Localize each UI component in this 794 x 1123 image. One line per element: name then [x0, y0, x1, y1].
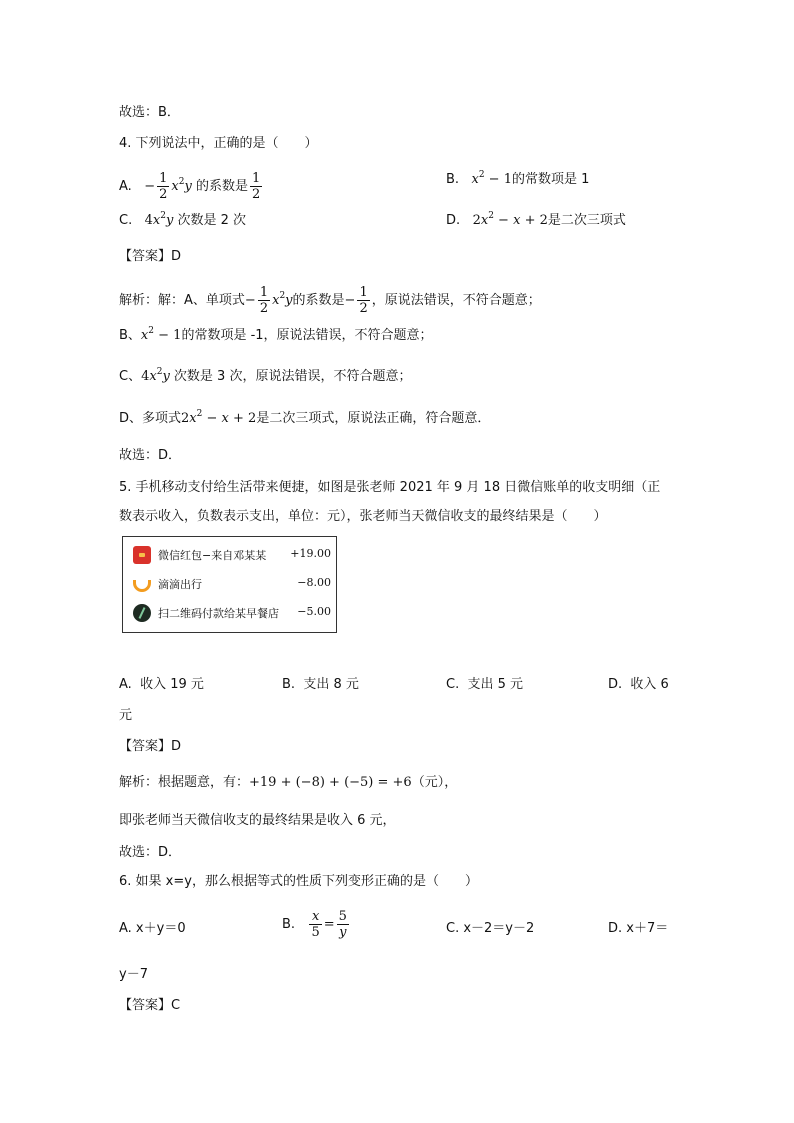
option-label: B. — [282, 677, 296, 692]
q5-conclusion: 故选：D． — [119, 845, 182, 860]
bill-label: 扫二维码付款给某早餐店 — [158, 607, 279, 620]
q4-analysis-d: D、多项式$2x^2 - x + 2$是二次三项式，原说法正确，符合题意． — [119, 409, 491, 426]
q4-option-d-text: 是二次三项式 — [547, 213, 626, 228]
q4-option-b-text: 的常数项是 1 — [511, 172, 590, 187]
q4-option-d-expr: $2x^2 - x + 2$ — [472, 211, 548, 228]
option-text: 支出 5 元 — [467, 677, 524, 692]
q4-option-b — [446, 171, 589, 189]
analysis-text: C、 — [119, 369, 142, 384]
q4-analysis-a: 解析：解：A、单项式− $\frac{1}{2}$ $x^2y$的系数是− $\frac{1}{2}$ ，原说法错误，不符合题意； — [119, 285, 541, 316]
q5-option-d — [608, 676, 669, 694]
q4-option-a — [119, 171, 264, 202]
q4-option-b-label: B. — [446, 172, 460, 187]
qr-scan-icon — [133, 604, 151, 622]
analysis-text: 解析：解：A、单项式 — [119, 293, 245, 308]
q4-option-c-text: 次数是 2 次 — [173, 213, 247, 228]
analysis-text: ，原说法错误，不符合题意； — [371, 293, 541, 308]
q5-option-b — [282, 676, 359, 694]
analysis-text: 的系数是 — [292, 293, 345, 308]
q5-option-a — [119, 676, 204, 694]
q5-answer: 【答案】D — [119, 739, 182, 754]
q6-option-d: D. x＋7＝ — [608, 921, 669, 936]
q4-option-c-expr: $4x^2y$ — [144, 211, 174, 228]
q4-option-b-expr: $x^2 - 1$ — [471, 170, 512, 187]
q4-analysis-c: C、$4x^2y$ 次数是 3 次，原说法错误，不符合题意； — [119, 367, 412, 384]
option-label: D. — [608, 677, 623, 692]
q6-option-wrap: y－7 — [119, 967, 148, 982]
bill-amount: +19.00 — [290, 547, 331, 560]
analysis-text: D、多项式 — [119, 411, 182, 426]
didi-icon — [133, 580, 151, 592]
wechat-bill-image — [122, 536, 337, 633]
option-label: A. — [119, 677, 132, 692]
bill-row — [133, 601, 331, 625]
q5-option-c — [446, 676, 523, 694]
option-text: 收入 6 — [630, 677, 669, 692]
bill-amount: −5.00 — [297, 605, 331, 618]
q6-option-c: C. x－2＝y－2 — [446, 921, 535, 936]
analysis-expr: +19 + (−8) + (−5) = +6 — [249, 775, 412, 790]
q4-option-d — [446, 212, 626, 230]
q5-stem-line1: 5. 手机移动支付给生活带来便捷，如图是张老师 2021 年 9 月 18 日微信账单的收支明细（正 — [119, 480, 661, 495]
q4-option-a-text: 的系数是 — [195, 179, 248, 194]
option-text: 收入 19 元 — [140, 677, 204, 692]
q4-stem: 4. 下列说法中，正确的是（ ） — [119, 136, 318, 151]
bill-label: 微信红包−来自邓某某 — [158, 549, 267, 562]
q4-answer: 【答案】D — [119, 249, 182, 264]
bill-row — [133, 543, 331, 567]
bill-amount: −8.00 — [297, 576, 331, 589]
q6-option-a: A. x＋y＝0 — [119, 921, 186, 936]
analysis-text: 次数是 3 次，原说法错误，不符合题意； — [169, 369, 412, 384]
q4-option-a-label: A. — [119, 179, 132, 194]
analysis-text: 解析：根据题意，有： — [119, 775, 250, 790]
q5-analysis-line2: 即张老师当天微信收支的最终结果是收入 6 元， — [119, 813, 396, 828]
q4-option-c — [119, 212, 246, 230]
q4-analysis-b: B、$x^2 - 1$的常数项是 -1，原说法错误，不符合题意； — [119, 326, 433, 343]
red-packet-icon — [133, 546, 151, 564]
q5-analysis-line1 — [119, 774, 457, 792]
q5-stem-line2: 数表示收入，负数表示支出，单位：元），张老师当天微信收支的最终结果是（ ） — [119, 509, 607, 524]
option-label: C. — [446, 677, 460, 692]
q6-stem: 6. 如果 x=y，那么根据等式的性质下列变形正确的是（ ） — [119, 874, 478, 889]
analysis-text: 的常数项是 -1，原说法错误，不符合题意； — [181, 328, 433, 343]
bill-row — [133, 572, 331, 596]
option-text: 支出 8 元 — [303, 677, 359, 692]
q6-answer: 【答案】C — [119, 998, 181, 1013]
q4-option-c-label: C. — [119, 213, 133, 228]
q3-conclusion: 故选：B． — [119, 105, 180, 120]
analysis-text: （元）， — [411, 775, 458, 790]
analysis-text: 是二次三项式，原说法正确，符合题意． — [256, 411, 491, 426]
analysis-text: B、 — [119, 328, 141, 343]
q4-option-d-label: D. — [446, 213, 461, 228]
q4-conclusion: 故选：D． — [119, 448, 182, 463]
q5-option-wrap: 元 — [119, 708, 133, 723]
q6-option-b: B. $\frac{x}{5}$ = $\frac{5}{y}$ — [282, 909, 347, 940]
q4-option-a-value: $\frac{1}{2}$ — [251, 171, 261, 202]
option-label: B. — [282, 917, 296, 932]
bill-label: 滴滴出行 — [158, 578, 202, 591]
q4-option-a-expr: − $\frac{1}{2}$ $x^2y$ — [144, 171, 192, 202]
